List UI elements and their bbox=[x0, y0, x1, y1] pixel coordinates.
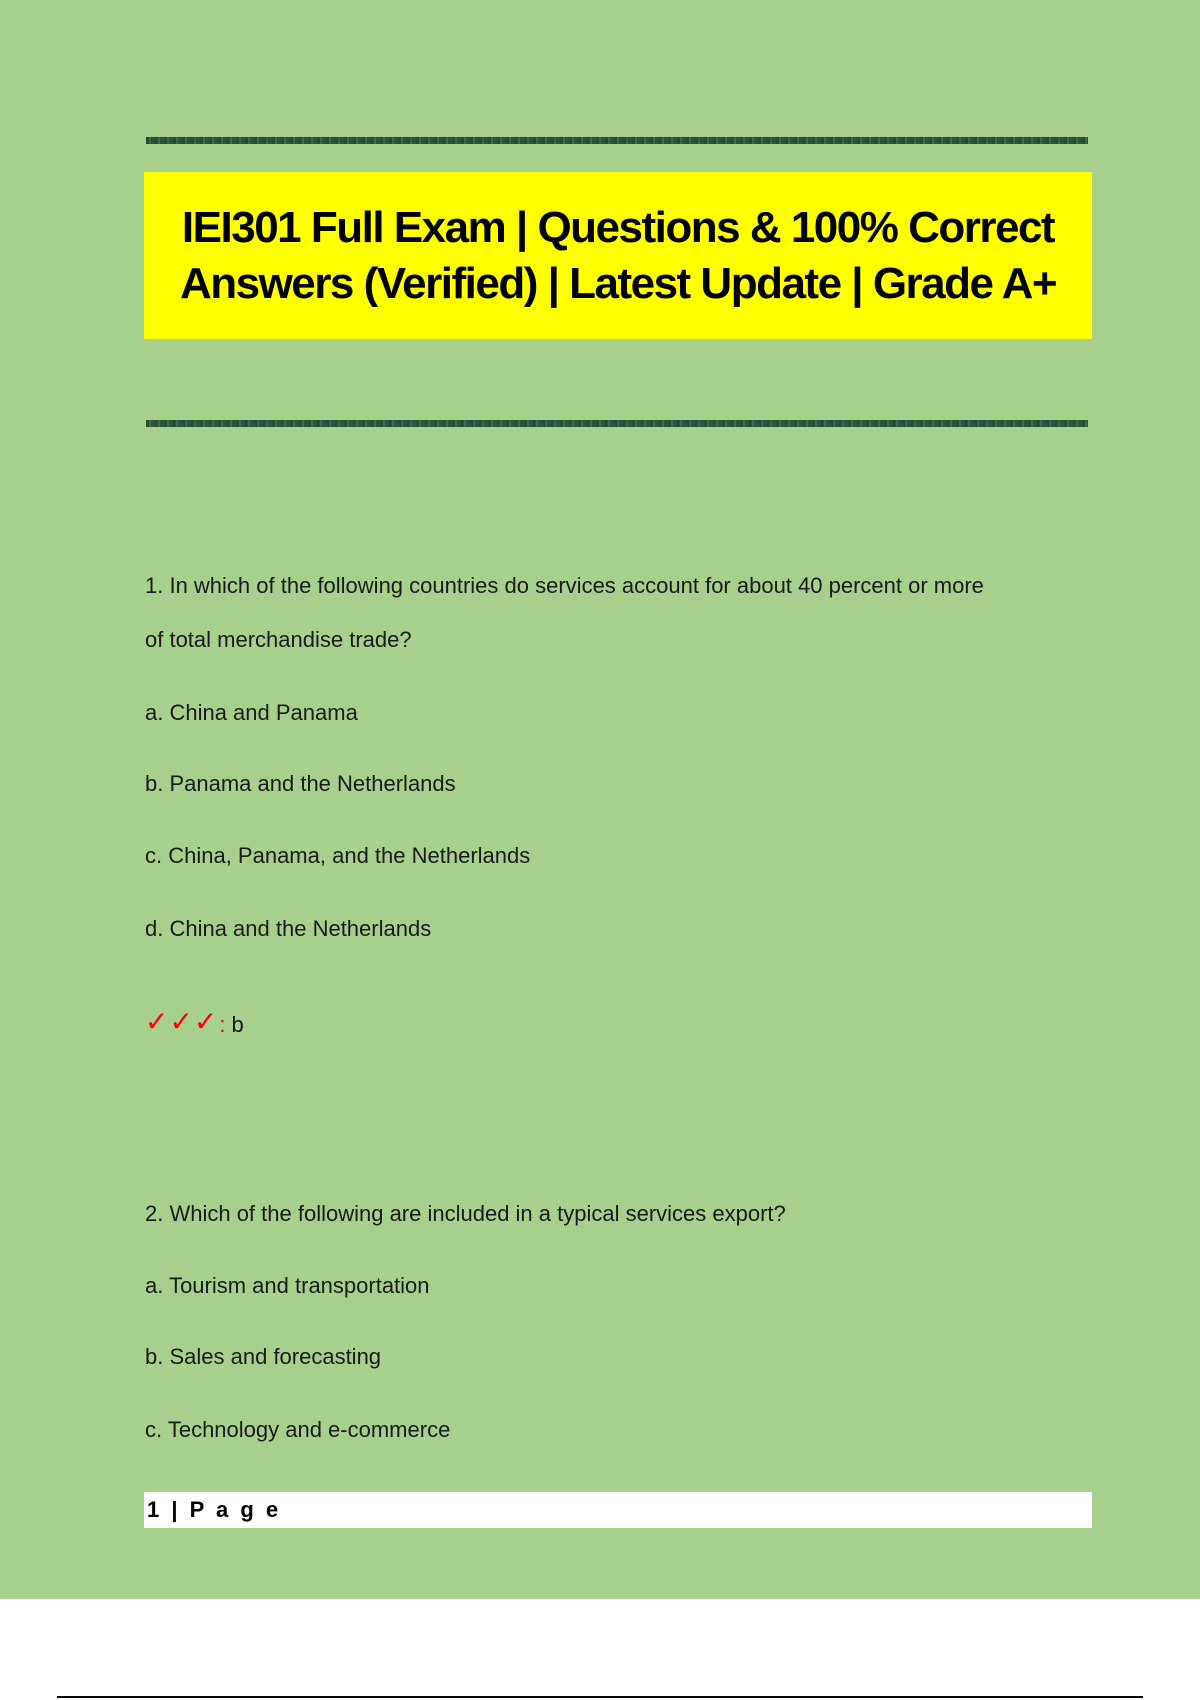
question-2-option-c: c. Technology and e-commerce bbox=[145, 1417, 451, 1442]
page-separator-rule bbox=[57, 1696, 1143, 1698]
question-1-text-line-1: 1. In which of the following countries do services account for about 40 percent or more bbox=[145, 573, 984, 598]
question-1-text-line-2: of total merchandise trade? bbox=[145, 627, 412, 652]
question-2-option-b: b. Sales and forecasting bbox=[145, 1344, 382, 1369]
page-footer bbox=[144, 1492, 1092, 1528]
document-title: IEI301 Full Exam | Questions & 100% Correct Answers (Verified) | Latest Update | Grade A+ bbox=[179, 202, 1057, 308]
question-2-text-line-1: 2. Which of the following are included in a typical services export? bbox=[145, 1201, 786, 1226]
answer-colon: : bbox=[219, 1012, 226, 1037]
title-highlight-box bbox=[144, 172, 1092, 339]
question-1-option-a: a. China and Panama bbox=[145, 700, 358, 725]
bottom-divider-rule bbox=[146, 420, 1088, 427]
page-number-label: 1 | P a g e bbox=[147, 1497, 282, 1522]
top-divider-rule bbox=[146, 137, 1088, 144]
question-1-option-d: d. China and the Netherlands bbox=[145, 916, 432, 941]
question-1-answer-value: b bbox=[231, 1012, 244, 1037]
question-1-option-c: c. China, Panama, and the Netherlands bbox=[145, 843, 531, 868]
question-2-option-a: a. Tourism and transportation bbox=[145, 1273, 430, 1298]
check-marks-icon: ✓✓✓ bbox=[145, 1005, 219, 1038]
question-1-option-b: b. Panama and the Netherlands bbox=[145, 771, 456, 796]
question-1-answer bbox=[145, 1003, 244, 1039]
